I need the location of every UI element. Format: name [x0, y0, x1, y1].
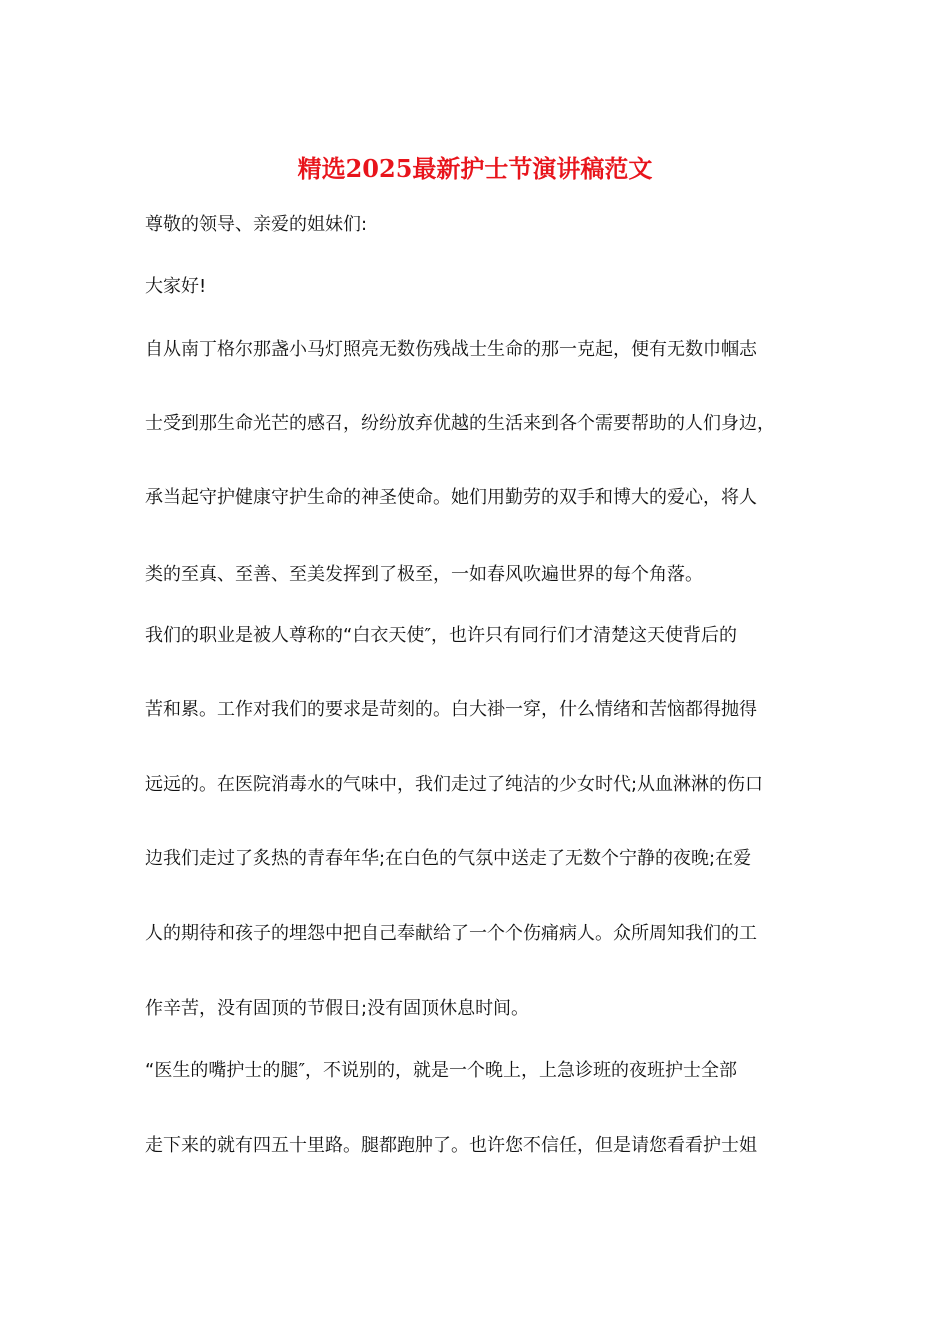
- paragraph-1-line-1: 自从南丁格尔那盏小马灯照亮无数伤残战士生命的那一克起，便有无数巾帼志: [145, 339, 757, 360]
- paragraph-1-line-3: 承当起守护健康守护生命的神圣使命。她们用勤劳的双手和博大的爱心，将人: [145, 487, 757, 508]
- paragraph-2-line-5: 人的期待和孩子的埋怨中把自己奉献给了一个个伤痛病人。众所周知我们的工: [145, 923, 757, 944]
- paragraph-2-line-1: 我们的职业是被人尊称的“白衣天使″，也许只有同行们才清楚这天使背后的: [145, 625, 738, 646]
- salutation-line: 大家好!: [145, 276, 207, 297]
- paragraph-2-line-4: 边我们走过了炙热的青春年华;在白色的气氛中送走了无数个宁静的夜晚;在爱: [145, 848, 752, 869]
- paragraph-2-line-6: 作辛苦，没有固顶的节假日;没有固顶休息时间。: [145, 998, 530, 1019]
- document-title: 精选2025最新护士节演讲稿范文: [297, 154, 653, 183]
- greeting-line: 尊敬的领导、亲爱的姐妹们:: [145, 214, 368, 235]
- paragraph-2-line-3: 远远的。在医院消毒水的气味中，我们走过了纯洁的少女时代;从血淋淋的伤口: [145, 774, 764, 795]
- paragraph-1-line-4: 类的至真、至善、至美发挥到了极至，一如春风吹遍世界的每个角落。: [145, 564, 703, 585]
- paragraph-3-line-2: 走下来的就有四五十里路。腿都跑肿了。也许您不信任，但是请您看看护士姐: [145, 1135, 757, 1156]
- paragraph-3-line-1: “医生的嘴护士的腿″，不说别的，就是一个晚上，上急诊班的夜班护士全部: [145, 1060, 738, 1081]
- paragraph-1-line-2: 士受到那生命光芒的感召，纷纷放弃优越的生活来到各个需要帮助的人们身边，: [145, 413, 775, 434]
- paragraph-2-line-2: 苦和累。工作对我们的要求是苛刻的。白大褂一穿，什么情绪和苦恼都得抛得: [145, 699, 757, 720]
